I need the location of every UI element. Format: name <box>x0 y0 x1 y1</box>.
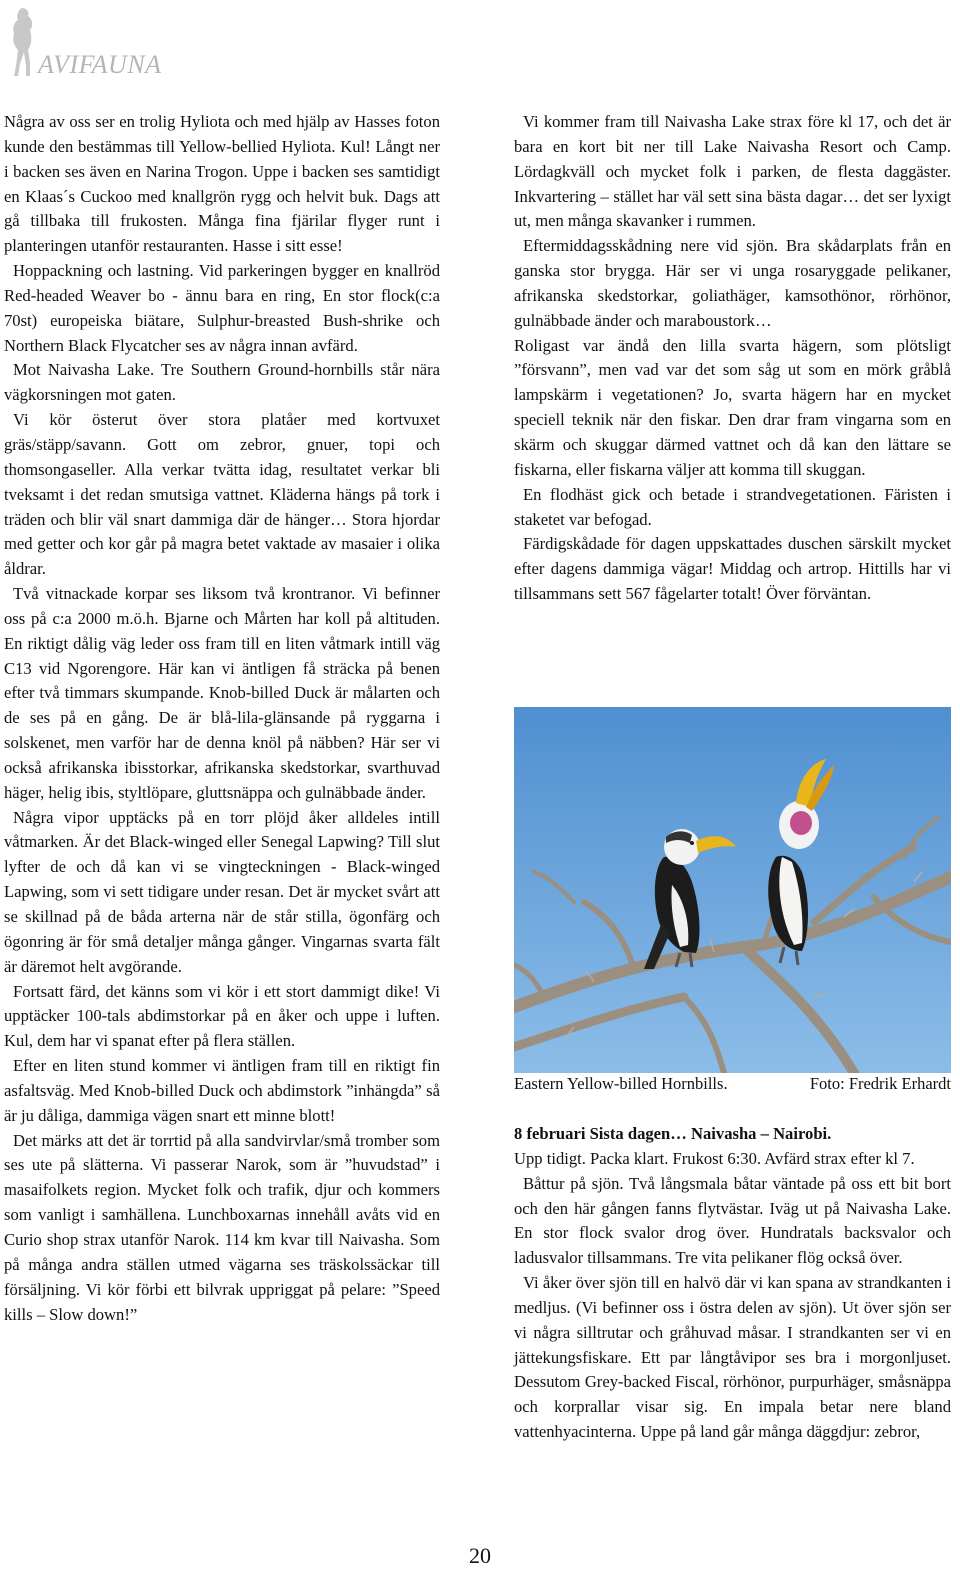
paragraph: Båttur på sjön. Två långsmala båtar väntade på oss ett bit bort och den här gången fanns flytvästar. Iväg ut på Naivasha Lake. En stor flock svalor drog över. Hundratals backsvalor och ladusvalor tillsammans. Tre vita pelikaner flög också över. <box>514 1173 951 1268</box>
paragraph: Upp tidigt. Packa klart. Frukost 6:30. Avfärd strax efter kl 7. <box>514 1148 915 1168</box>
section-heading: 8 februari Sista dagen… Naivasha – Nairobi. <box>514 1124 832 1143</box>
paragraph: Eftermiddagsskådning nere vid sjön. Bra skådarplats från en ganska stor brygga. Här ser vi unga rosaryggade pelikaner, afrikanska skedstorkar, goliathäger, kamsothönor, rörhönor, gulnäbbade änder och maraboustork… <box>514 236 951 330</box>
paragraph: Det märks att det är torrtid på alla sandvirvlar/små tromber som ses ute på slätterna. Vi passerar Narok, som är ”huvudstad” i masaifolkets region. Mycket folk och trafik, djur och kommers som vanligt i samhällena. Lunchboxarnas innehåll avåts vid en Curio shop strax utanför Narok. 114 km kvar till Naivasha. Som på många andra ställen utmed vägarna ses träskolssäckar till försäljning. Vi kör förbi ett bilvrak uppriggat på pelare: ”Speed kills – Slow down!” <box>4 1130 440 1324</box>
hornbills-photo <box>514 707 951 1073</box>
paragraph: Några av oss ser en trolig Hyliota och med hjälp av Hasses foton kunde den bestämmas till Yellow-bellied Hyliota. Kul! Långt ner i backen ses även en Narina Trogon. Uppe i backen ses samtidigt en Klaas´s Cuckoo med knallgrön rygg och helvit buk. Dags att gå tillbaka till frukosten. Många fina fjärilar flyger runt i planteringen utanför restauranten. Hasse i sitt esse! <box>4 112 440 256</box>
day-section <box>514 1122 951 1445</box>
logo-text: AVIFAUNA <box>38 50 162 79</box>
paragraph: Vi kommer fram till Naivasha Lake strax före kl 17, och det är bara en kort bit ner till Lake Naivasha Resort och Camp. Lördagkväll och mycket folk i parken, de flesta daggäster. Inkvartering – stället har väl sett sina bästa dagar… det ser lyxigt ut, men många skavanker i rummen. <box>514 112 951 231</box>
paragraph: Vi kör österut över stora platåer med kortvuxet gräs/stäpp/savann. Gott om zebror, gnuer, topi och thomsongaseller. Alla verkar tvätta idag, resultatet verkar bli tveksamt i det redan smutsiga vattnet. Kläderna hängs på tork i träden och blir väl snart dammiga där de hänger… Stora hjordar med getter och kor går på magra betet vaktade av masaier i olika åldrar. <box>4 410 440 579</box>
paragraph: Fortsatt färd, det känns som vi kör i ett stort dammigt dike! Vi upptäcker 100-tals abdimstorkar på en åker och uppe i luften. Kul, dem har vi spanat efter på flera ställen. <box>4 981 440 1051</box>
right-column <box>514 110 951 607</box>
paragraph: Två vitnackade korpar ses liksom två krontranor. Vi befinner oss på c:a 2000 m.ö.h. Bjarne och Mårten har koll på altituden. En riktigt dålig väg leder oss fram till en liten våtmark intill väg C13 vid Ngorengore. Här kan vi äntligen få sträcka på benen efter två timmars skumpande. Knob-billed Duck är målarten och de ses på en gång. De är blå-lila-glänsande på ryggarna i solskenet, men varför har de denna knöl på näbben? Här ser vi också afrikanska ibisstorkar, afrikanska skedstorkar, svarthuvad häger, helig ibis, styltlöpare, gluttsnäppa och gulnäbbade änder. <box>4 584 440 802</box>
paragraph: Mot Naivasha Lake. Tre Southern Ground-hornbills står nära vägkorsningen mot gaten. <box>4 360 440 405</box>
magazine-logo <box>4 6 184 79</box>
paragraph: Efter en liten stund kommer vi äntligen fram till en riktigt fin asfaltsväg. Med Knob-billed Duck och abdimstork ”inhängda” så är ju dåliga, dammiga vägen snart ett minne blott! <box>4 1056 440 1125</box>
photo-caption <box>514 1074 951 1094</box>
left-column <box>4 110 440 1327</box>
paragraph: En flodhäst gick och betade i strandvegetationen. Färisten i staketet var befogad. <box>514 484 951 529</box>
caption-title: Eastern Yellow-billed Hornbills. <box>514 1074 728 1093</box>
photo-credit: Foto: Fredrik Erhardt <box>809 1074 951 1093</box>
paragraph: Vi åker över sjön till en halvö där vi kan spana av strandkanten i medljus. (Vi befinner oss i östra delen av sjön). Ut över sjön ser vi några silltrutar och gråhuvad måsar. I strandkanten ser vi en jättekungsfiskare. Ett par långtåvipor ses bra i morgonljuset. Dessutom Grey-backed Fiscal, rörhönor, purpurhäger, småsnäppa och korprallar visar sig. En impala betar nere bland vattenhyacinterna. Uppe på land går många däggdjur: zebror, <box>514 1273 951 1442</box>
paragraph: Roligast var ändå den lilla svarta hägern, som plötsligt ”försvann”, men vad var det som såg ut som en mörk gråblå lampskärm i vegetationen? Jo, svarta hägern har en mycket speciell teknik när den fiskar. Den drar fram vingarna som en skärm och skuggar därmed vattnet och då kan den lättare se fiskarna, eller fiskarna väljer att komma till skuggan. <box>514 335 951 479</box>
paragraph: Hoppackning och lastning. Vid parkeringen bygger en knallröd Red-headed Weaver bo - ännu bara en ring, En stor flock(c:a 70st) europeiska biätare, Sulphur-breasted Bush-shrike och Northern Black Flycatcher ses av några innan avfärd. <box>4 261 440 355</box>
page-number: 20 <box>469 1543 491 1568</box>
paragraph: Färdigskådade för dagen uppskattades duschen särskilt mycket efter dagens dammiga vägar! Middag och artrop. Hittills har vi tillsammans sett 567 fågelarter totalt! Över förväntan. <box>514 534 951 604</box>
paragraph: Några vipor upptäcks på en torr plöjd åker alldeles intill våtmarken. Är det Black-winged eller Senegal Lapwing? Till slut lyfter de och då kan vi se vingteckningen - Black-winged Lapwing, som vi sett tidigare under resan. Det är mycket svårt att se skillnad på de båda arterna när de står stilla, ögonfärg och ögonring är för små detaljer många gånger. Vingarnas svarta fält är däremot helt avgörande. <box>4 807 440 976</box>
